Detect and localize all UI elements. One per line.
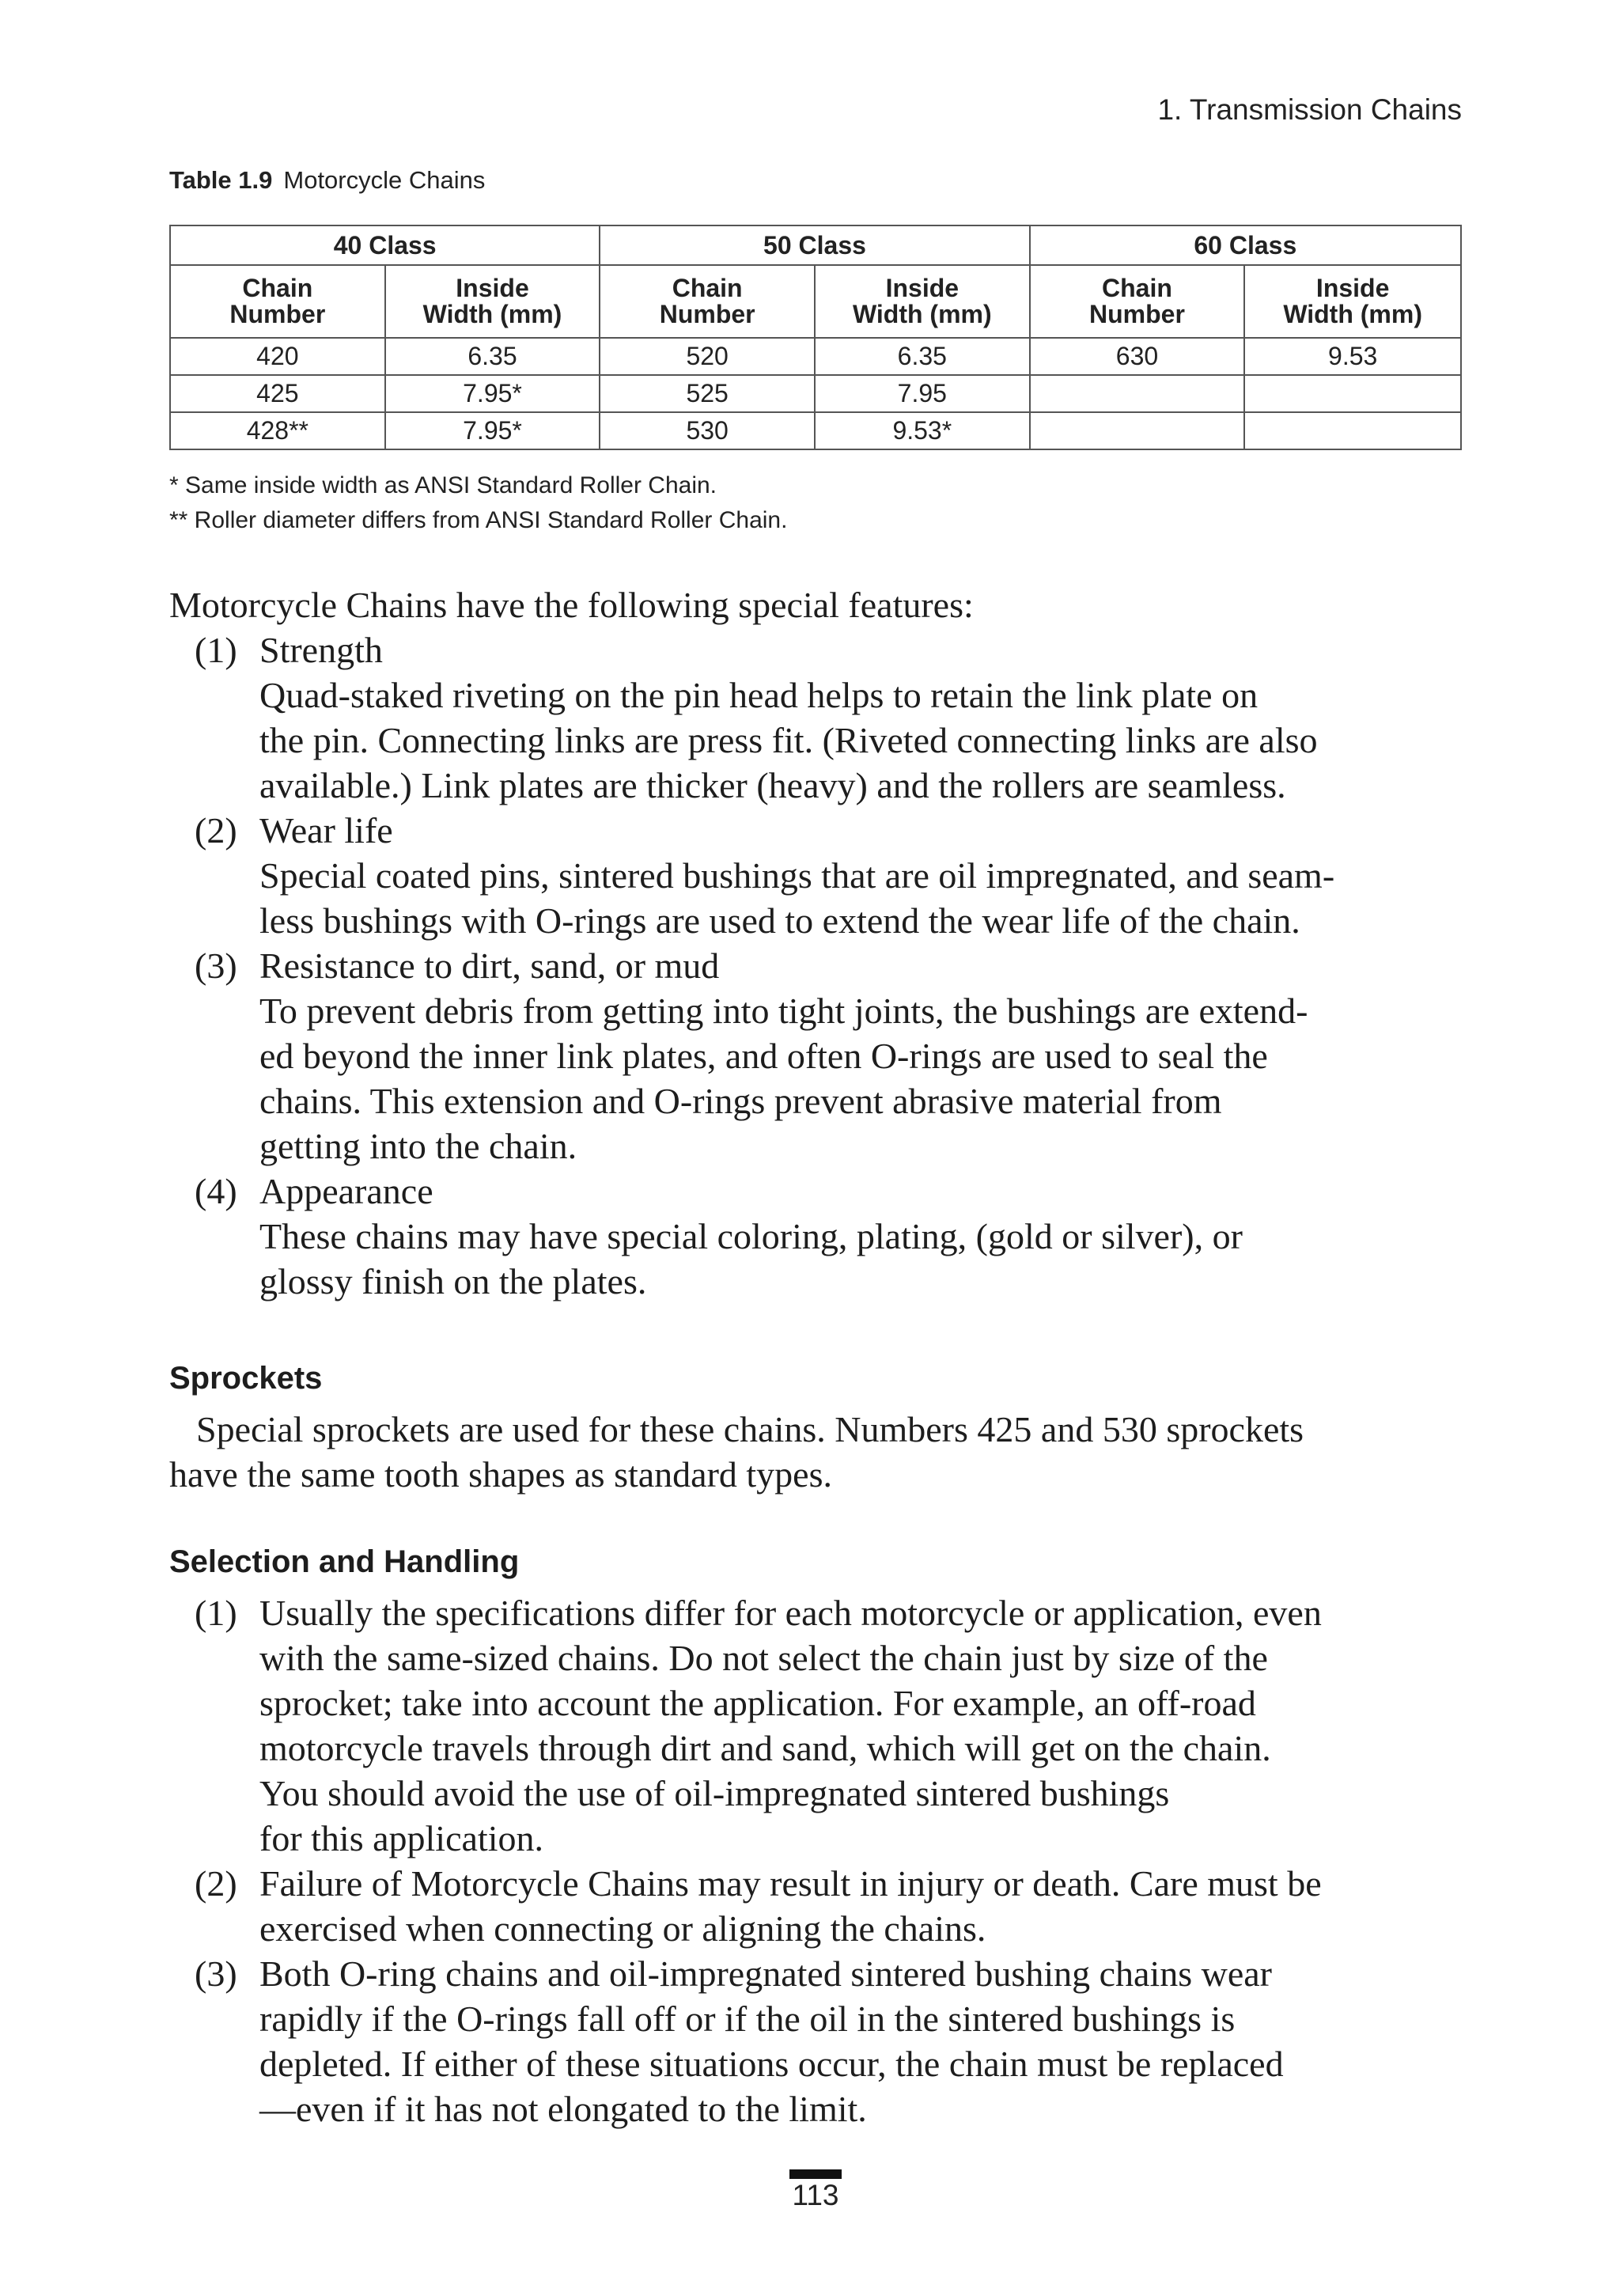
table-cell: 428** — [170, 412, 385, 449]
item-line: —even if it has not elongated to the limit. — [259, 2089, 867, 2129]
group-header-50-class: 50 Class — [600, 225, 1029, 265]
column-header-chain-number: Chain Number — [170, 265, 385, 338]
feature-item-resistance — [169, 943, 1467, 988]
sprockets-paragraph — [169, 1407, 1467, 1497]
feature-item-appearance — [169, 1169, 1467, 1214]
item-line: These chains may have special coloring, plating, (gold or silver), or — [259, 1216, 1243, 1256]
item-number: (2) — [195, 1863, 237, 1904]
item-line: To prevent debris from getting into tight joints, the bushings are extend- — [259, 991, 1308, 1031]
table-cell: 7.95* — [385, 412, 600, 449]
column-header-inside-width: Inside Width (mm) — [815, 265, 1030, 338]
table-cell: 9.53* — [815, 412, 1030, 449]
selection-heading: Selection and Handling — [169, 1544, 520, 1579]
item-number: (3) — [195, 1953, 237, 1994]
table-title: Motorcycle Chains — [283, 166, 486, 194]
column-header-chain-number: Chain Number — [1030, 265, 1245, 338]
feature-item-strength — [169, 627, 1467, 673]
table-cell: 525 — [600, 375, 815, 412]
table-cell: 6.35 — [815, 338, 1030, 375]
table-cell — [1244, 412, 1461, 449]
item-line: available.) Link plates are thicker (heavy) and the rollers are seamless. — [259, 765, 1286, 805]
paragraph-line: Special sprockets are used for these chains. Numbers 425 and 530 sprockets — [196, 1409, 1304, 1449]
item-number: (4) — [195, 1171, 237, 1211]
item-line: Quad-staked riveting on the pin head helps to retain the link plate on — [259, 675, 1259, 715]
selection-item — [169, 1861, 1467, 1906]
selection-list — [169, 1590, 1467, 2131]
item-line: chains. This extension and O-rings prevent abrasive material from — [259, 1081, 1222, 1121]
table-footnotes — [169, 468, 787, 538]
table-footnote: * Same inside width as ANSI Standard Roller Chain. — [169, 472, 717, 498]
page-number: 113 — [792, 2179, 839, 2211]
item-line: for this application. — [259, 1818, 543, 1858]
item-line: Usually the specifications differ for each motorcycle or application, even — [259, 1593, 1322, 1633]
table-row — [170, 412, 1461, 449]
item-line: rapidly if the O-rings fall off or if the oil in the sintered bushings is — [259, 1999, 1236, 2039]
table-cell: 7.95* — [385, 375, 600, 412]
column-header-inside-width: Inside Width (mm) — [1244, 265, 1461, 338]
item-number: (2) — [195, 810, 237, 851]
table-cell — [1030, 412, 1245, 449]
item-line: motorcycle travels through dirt and sand, which will get on the chain. — [259, 1728, 1271, 1768]
table-row — [170, 375, 1461, 412]
item-number: (1) — [195, 630, 237, 670]
table-cell: 420 — [170, 338, 385, 375]
features-section — [169, 582, 1467, 1304]
sprockets-heading: Sprockets — [169, 1361, 323, 1396]
item-title: Resistance to dirt, sand, or mud — [259, 945, 720, 986]
features-intro: Motorcycle Chains have the following special features: — [169, 585, 974, 625]
group-header-40-class: 40 Class — [170, 225, 600, 265]
table-cell: 7.95 — [815, 375, 1030, 412]
paragraph-line: have the same tooth shapes as standard types. — [169, 1454, 832, 1495]
item-line: the pin. Connecting links are press fit. (Riveted connecting links are also — [259, 720, 1318, 760]
item-line: sprocket; take into account the application. For example, an off-road — [259, 1683, 1256, 1723]
item-line: getting into the chain. — [259, 1126, 577, 1166]
table-caption — [169, 166, 485, 195]
group-header-60-class: 60 Class — [1030, 225, 1461, 265]
motorcycle-chains-table — [169, 225, 1462, 450]
item-line: depleted. If either of these situations occur, the chain must be replaced — [259, 2044, 1284, 2084]
item-line: Both O-ring chains and oil-impregnated sintered bushing chains wear — [259, 1953, 1273, 1994]
item-number: (1) — [195, 1593, 237, 1633]
table-cell: 530 — [600, 412, 815, 449]
item-title: Wear life — [259, 810, 393, 851]
item-line: less bushings with O-rings are used to extend the wear life of the chain. — [259, 900, 1300, 941]
item-line: Failure of Motorcycle Chains may result in injury or death. Care must be — [259, 1863, 1322, 1904]
folio-bar — [789, 2169, 842, 2179]
item-title: Strength — [259, 630, 383, 670]
table-group-header-row — [170, 225, 1461, 265]
item-title: Appearance — [259, 1171, 433, 1211]
selection-item — [169, 1590, 1467, 1635]
table-cell: 6.35 — [385, 338, 600, 375]
column-header-inside-width: Inside Width (mm) — [385, 265, 600, 338]
table-cell: 425 — [170, 375, 385, 412]
item-line: exercised when connecting or aligning the chains. — [259, 1908, 986, 1949]
table-number: Table 1.9 — [169, 166, 273, 194]
table-column-header-row — [170, 265, 1461, 338]
running-head: 1. Transmission Chains — [1157, 93, 1462, 126]
item-line: ed beyond the inner link plates, and often O-rings are used to seal the — [259, 1036, 1268, 1076]
table-cell: 630 — [1030, 338, 1245, 375]
item-line: Special coated pins, sintered bushings that are oil impregnated, and seam- — [259, 855, 1335, 896]
item-number: (3) — [195, 945, 237, 986]
item-line: glossy finish on the plates. — [259, 1261, 647, 1301]
table-footnote: ** Roller diameter differs from ANSI Standard Roller Chain. — [169, 507, 788, 533]
table-cell — [1244, 375, 1461, 412]
table-row — [170, 338, 1461, 375]
table-cell: 520 — [600, 338, 815, 375]
table-cell: 9.53 — [1244, 338, 1461, 375]
column-header-chain-number: Chain Number — [600, 265, 815, 338]
selection-item — [169, 1951, 1467, 1996]
item-line: You should avoid the use of oil-impregnated sintered bushings — [259, 1773, 1170, 1813]
item-line: with the same-sized chains. Do not select the chain just by size of the — [259, 1638, 1268, 1678]
table-cell — [1030, 375, 1245, 412]
feature-item-wear-life — [169, 808, 1467, 853]
